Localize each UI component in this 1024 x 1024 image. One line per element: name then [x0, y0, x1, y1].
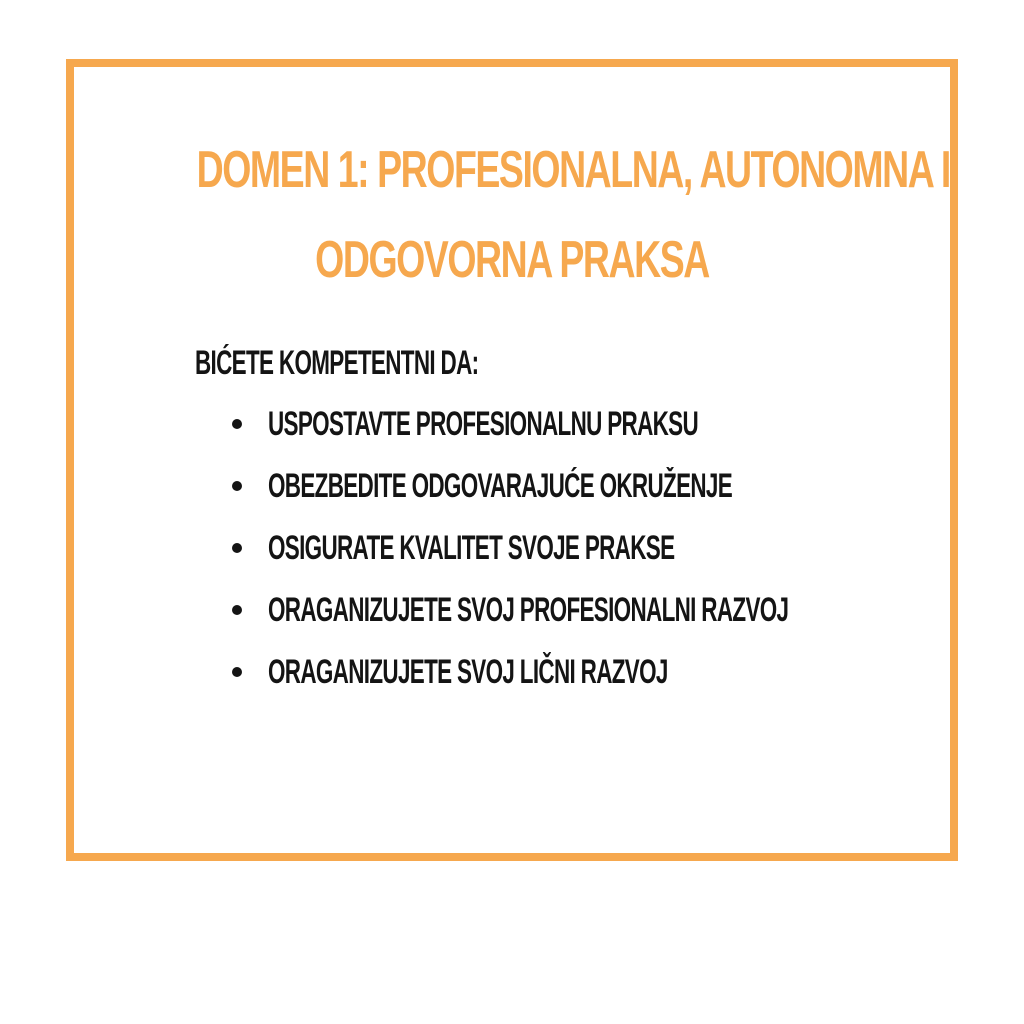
bullet-dot-icon: [232, 481, 242, 491]
card-title-line-2: ODGOVORNA PRAKSA: [315, 231, 709, 289]
list-item-text: ORAGANIZUJETE SVOJ LIČNI RAZVOJ: [268, 652, 668, 691]
list-item-text: USPOSTAVTE PROFESIONALNU PRAKSU: [268, 404, 699, 443]
bullet-dot-icon: [232, 543, 242, 553]
list-item: [232, 579, 1024, 641]
intro-text: BIĆETE KOMPETENTNI DA:: [195, 344, 479, 382]
list-item: [232, 393, 1024, 455]
list-item-text: OBEZBEDITE ODGOVARAJUĆE OKRUŽENJE: [268, 466, 733, 505]
list-item-text: ORAGANIZUJETE SVOJ PROFESIONALNI RAZVOJ: [268, 590, 789, 629]
bullet-dot-icon: [232, 419, 242, 429]
list-item: [232, 517, 1024, 579]
list-item-text: OSIGURATE KVALITET SVOJE PRAKSE: [268, 528, 675, 567]
list-item: [232, 455, 1024, 517]
bullet-dot-icon: [232, 667, 242, 677]
content-card: [66, 59, 958, 861]
bullet-dot-icon: [232, 605, 242, 615]
card-title-line-1: DOMEN 1: PROFESIONALNA, AUTONOMNA I: [196, 141, 950, 199]
competency-list: [232, 393, 1024, 703]
card-title: [196, 125, 950, 305]
list-item: [232, 641, 1024, 703]
